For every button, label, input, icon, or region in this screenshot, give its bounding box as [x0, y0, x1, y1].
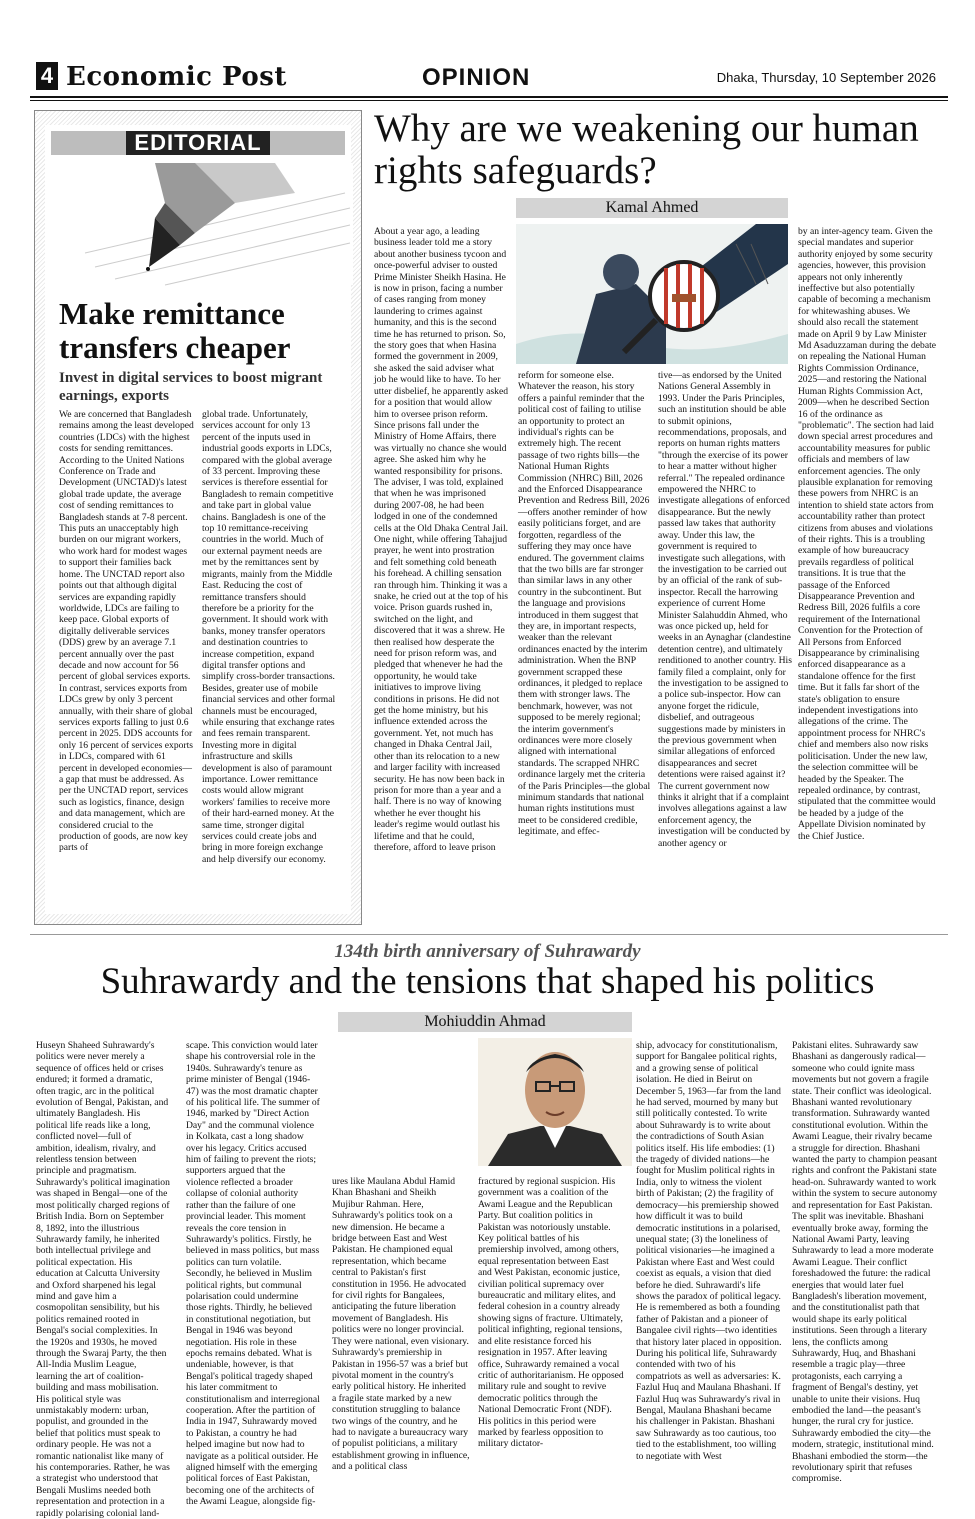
dateline: Dhaka, Thursday, 10 September 2026 [716, 70, 936, 85]
article-2-column-4: fractured by regional suspicion. His government was a coalition of the Awami League and the Republican Party. But coalition politics in Pakistan was notoriously unstable. Key political battles of his premiership involved, among others, equal representation between East and West Pakistan, economic justice, civilian political supremacy over bureaucratic and military elites, and federal cohesion in a country already showing signs of fracture. Ultimately, political infighting, regional tensions, and elite resistance forced his resignation in 1957. After leaving office, Suhrawardy remained a vocal critic of authoritarianism. He opposed military rule and sought to revive democratic politics through the National Democratic Front (NDF). His politics in this period were marked by fearless opposition to military dictator- [478, 1176, 624, 1450]
prison-chair-illustration [516, 224, 788, 364]
editorial-subhead: Invest in digital services to boost migrant earnings, exports [59, 370, 323, 404]
masthead-rule [30, 96, 948, 98]
suhrawardy-portrait [478, 1038, 632, 1166]
editorial-inner [45, 125, 351, 914]
editorial-headline: Make remittance transfers cheaper [59, 296, 291, 365]
editorial-column-1: We are concerned that Bangladesh remains among the least developed countries (LDCs) with the highest costs for sending remittances. According to the United Nations Conference on Trade and Development (UNCTAD)'s latest global trade update, the average cost of sending remittances to Bangladesh stands at 7-8 percent. This puts an unacceptably high burden on our migrant workers, who work hard for modest wages to support their families back home. The UNCTAD report also points out that although digital services are expanding rapidly worldwide, LDCs are failing to keep pace. Global exports of digitally deliverable services (DDS) grew by an average 7.1 percent annually over the past decade and now account for 56 percent of global services exports. In contrast, services exports from LDCs grew by only 3 percent annually, with their share of global services exports falling to just 0.6 percent in 2025. DDS accounts for only 16 percent of services exports in LDCs, compared with 61 percent in developed economies—a gap that must be addressed. As per the UNCTAD report, services such as logistics, finance, design and data management, which are considered crucial to the production of goods, are now key parts of [59, 409, 194, 854]
article-2-headline: Suhrawardy and the tensions that shaped his politics [100, 961, 875, 1002]
paper-name: Economic Post [66, 62, 287, 92]
article-2-column-6: Pakistani elites. Suhrawardy saw Bhashani as dangerously radical—someone who could ignite mass movements but not govern a fragile state. Their conflict was ideological. Bhashani wanted revolutionary transformation. Suhrawardy wanted constitutional evolution. Within the Awami League, their rivalry became a struggle for direction. Bhashani wanted the party to champion peasant rights and confront the Pakistani state head-on. Suhrawardy wanted to work within the system to secure autonomy and representation for East Pakistan. The split was inevitable. Bhashani eventually broke away, forming the National Awami Party, leaving Suhrawardy to lead a more moderate Awami League. Their conflict foreshadowed the future: the radical energies that would later fuel Bangladesh's liberation movement, and the constitutionalist path that would shape its early political institutions. Seen through a literary lens, the conflicts among Suhrawardy, Huq, and Bhashani resemble a tragic play—three protagonists, each carrying a fragment of Bengal's destiny, yet unable to unite their visions. Huq embodied the land—the peasant's hunger, the rural cry for justice. Suhrawardy embodied the city—the modern, strategic, institutional mind. Bhashani embodied the storm—the revolutionary spirit that refuses compromise. [792, 1040, 938, 1485]
page-number: 4 [36, 62, 58, 90]
article-1-column-2: reform for someone else. Whatever the reason, his story offers a painful reminder that the political cost of failing to utilise an opportunity to protect an individual's rights can be extremely high. The recent passage of two rights bills—the National Human Rights Commission (NHRC) Bill, 2026 and the Enforced Disappearance Prevention and Redress Bill, 2026—offers another reminder of how easily politicians forget, and are forgotten, regardless of the suffering they may once have endured. The government claims that the two bills are far stronger than similar laws in any other country in the subcontinent. But the language and provisions introduced in them suggest that they are, in important respects, weaker than the relevant ordinances enacted by the interim administration. When the BNP government scrapped these ordinances, it pledged to replace them with stronger laws. The benchmark, however, was not supposed to be merely regional; the interim government's ordinances were more closely aligned with international standards. The scrapped NHRC ordinance largely met the criteria of the Paris Principles—the global minimum standards that national human rights institutions must meet to be considered credible, legitimate, and effec- [518, 370, 651, 838]
article-2-column-3: ures like Maulana Abdul Hamid Khan Bhashani and Sheikh Mujibur Rahman. Here, Suhrawardy's politics took on a new dimension. He became a bridge between East and West Pakistan. He championed equal representation, which became central to Pakistan's first constitution in 1956. He advocated for civil rights for Bangalees, anticipating the future liberation movement of Bangladesh. His politics were no longer provincial. They were national, even visionary. Suhrawardy's premiership in Pakistan in 1956-57 was a brief but pivotal moment in the country's early political history. He inherited a fragile state marked by a new constitution struggling to balance two wings of the country, and he had to navigate a bureaucracy wary of populist politicians, a military establishment growing in influence, and a political class [332, 1176, 470, 1473]
article-2-byline: Mohiuddin Ahmad [338, 1012, 632, 1032]
article-2-column-2: scape. This conviction would later shape his controversial role in the 1940s. Suhrawardy's tenure as prime minister of Bengal (1946-47) was the most dramatic chapter of his political life. The summer of 1946, marked by "Direct Action Day" and the communal violence in Kolkata, cast a long shadow over his legacy. Critics accused him of failing to prevent the riots; supporters argued that the violence reflected a broader collapse of colonial authority rather than the failure of one provincial leader. This moment reveals the core tension in Suhrawardy's politics. Firstly, he believed in mass politics, but mass politics can turn volatile. Secondly, he believed in Muslim political rights, but communal polarisation could undermine those rights. Thirdly, he believed in constitutional negotiation, but Bengal in 1946 was beyond negotiation. His role in these epochs remains debated. What is undeniable, however, is that Bengal's political tragedy shaped his later commitment to constitutionalism and interregional cooperation. After the partition of India in 1947, Suhrawardy moved to Pakistan, a country he had helped imagine but now had to navigate as a political outsider. He aligned himself with the emerging political forces of East Pakistan, becoming one of the architects of the Awami League, alongside fig- [186, 1040, 320, 1508]
editorial-banner [51, 131, 345, 155]
section-divider [30, 934, 948, 935]
article-1-byline: Kamal Ahmed [516, 198, 788, 218]
article-1-column-3: tive—as endorsed by the United Nations General Assembly in 1993. Under the Paris Principles, such an institution should be able to submit opinions, recommendations, proposals, and reports on human rights matters "through the exercise of its power to hear a matter without higher referral." The repealed ordinance empowered the NHRC to investigate allegations of enforced disappearance. But the newly passed law takes that authority away. Under this law, the government is required to investigate such allegations, with the investigation to be carried out by an official of the rank of sub-inspector. Recall the harrowing experience of current Home Minister Salahuddin Ahmed, who was once picked up, held for weeks in an Aynaghar (clandestine detention centre), and ultimately renditioned to another country. His family filed a complaint, only for the investigation to be assigned to a police sub-inspector. How can anyone forget the ridicule, disbelief, and outrageous suggestions made by ministers in the previous government when similar allegations of enforced disappearances and secret detentions were raised against it? The current government now thinks it alright that if a complaint involves allegations against a law enforcement agency, the investigation will be conducted by another agency or [658, 370, 792, 849]
article-2-column-1: Huseyn Shaheed Suhrawardy's politics were never merely a sequence of offices held or crises endured; it formed a dramatic, often tragic, arc in the political evolution of Bengal, Pakistan, and ultimately Bangladesh. His political life reads like a long, conflicted novel—full of ambition, idealism, rivalry, and relentless tension between principle and pragmatism. Suhrawardy's political imagination was shaped in Bengal—one of the most politically charged regions of British India. Born on September 8, 1892, into the illustrious Suhrawardy family, he inherited both intellectual privilege and political expectation. His education at Calcutta University and Oxford sharpened his legal mind and gave him a cosmopolitan sensibility, but his politics remained rooted in Bengal's social complexities. In the 1920s and 1930s, he moved through the Swaraj Party, the then All-India Muslim League, learning the art of coalition-building and mass mobilisation. His political style was unmistakably modern: urban, populist, and grounded in the belief that politics must speak to ordinary people. He was not a romantic nationalist like many of his contemporaries. Rather, he was a strategist who understood that Bengali Muslims needed both representation and protection in a rapidly polarising colonial land- [36, 1040, 170, 1519]
article-2-column-5: ship, advocacy for constitutionalism, support for Bangalee political rights, and a growing sense of political isolation. He died in Beirut on December 5, 1963—far from the land he had served, mourned by many but still politically contested. To write about Suhrawardy is to write about the contradictions of South Asian politics itself. His life embodies: (1) the tragedy of divided nations—he fought for Muslim political rights in India, only to witness the violent birth of Pakistan; (2) the fragility of democracy—his premiership showed how difficult it was to build democratic institutions in a polarised, unequal state; (3) the loneliness of political visionaries—he imagined a Pakistan where East and West could coexist as equals, a vision that died before he died. Suhrawardi's life shows the paradox of political legacy. He is remembered as both a founding father of Pakistan and a pioneer of Bangalee civil rights—two identities that history later placed in opposition. During his political life, Suhrawardy contended with two of his compatriots as well as adversaries: K. Fazlul Huq and Maulana Bhashani. If Fazlul Huq was Suhrawardy's rival in Bengal, Maulana Bhashani became his challenger in Pakistan. Bhashani saw Suhrawardy as too cautious, too tied to the establishment, too willing to negotiate with West [636, 1040, 782, 1462]
masthead [30, 62, 948, 94]
article-1-headline: Why are we weakening our human rights safeguards? [374, 107, 919, 192]
masthead-rule-thin [30, 100, 948, 101]
editorial-column-2: global trade. Unfortunately, services account for only 13 percent of the inputs used in industrial goods exports in LDCs, compared with the global average of 33 percent. Improving these services is therefore essential for Bangladesh to remain competitive and take part in global value chains. Bangladesh is one of the top 10 remittance-receiving countries in the world. Much of our external payment needs are met by the remittances sent by migrants, mainly from the Middle East. Reducing the cost of remittance transfers should therefore be a priority for the government. It should work with banks, money transfer operators and destination countries to increase competition, expand digital transfer options and simplify cross-border transactions. Besides, greater use of mobile financial services and other formal channels must be encouraged, while ensuring that exchange rates and fees remain transparent. Investing more in digital infrastructure and skills development is also of paramount importance. Lower remittance costs would allow migrant workers' families to receive more of their hard-earned money. At the same time, stronger digital services could create jobs and bring in more foreign exchange and help diversify our economy. [202, 409, 336, 865]
section-title: OPINION [422, 64, 531, 91]
article-2-kicker: 134th birth anniversary of Suhrawardy [334, 941, 641, 962]
editorial-label: EDITORIAL [126, 131, 269, 155]
pen-writing-illustration [45, 163, 353, 285]
editorial-box [34, 110, 362, 925]
article-1-column-1: About a year ago, a leading business leader told me a story about another business tycoon and once-powerful adviser to ousted Prime Minister Sheikh Hasina. He is now in prison, facing a number of cases ranging from money laundering to crimes against humanity, and this is the second time he has returned to prison. So, the story goes that when Hasina formed the government in 2009, she asked the said adviser what job he would like to have. To her utter disbelief, he apparently asked for a position that would allow him to oversee prison reform. Since prisons fall under the Ministry of Home Affairs, there was virtually no chance she would agree. She asked him why he wanted responsibility for prisons. The adviser, I was told, explained that when he was imprisoned during 2007-08, he had been lodged in one of the condemned cells at the Old Dhaka Central Jail. One night, while offering Tahajjud prayer, he went into prostration and felt something cold beneath his forehead. A chilling sensation ran through him. Thinking it was a snake, he cried out at the top of his voice. Prison guards rushed in, switched on the light, and discovered that it was a shrew. He then realised how desperate the need for prison reform was, and pledged that whenever he had the opportunity, he would take initiatives to improve living conditions in prisons. He did not get the home ministry, but his influence extended across the government. Yet, not much has changed in Dhaka Central Jail, other than its relocation to a new and larger facility with increased security. He has now been back in prison for more than a year and a half. There is no way of knowing whether he ever thought his leader's regime would outlast his lifetime and that he could, therefore, afford to leave prison [374, 226, 509, 853]
article-1-column-4: by an inter-agency team. Given the special mandates and superior authority enjoyed by some security agencies, however, this provision appears not only inherently ineffective but also potentially capable of becoming a mechanism for whitewashing abuses. We should also recall the statement made on April 9 by Law Minister Md Asaduzzaman during the debate on repealing the National Human Rights Commission Ordinance, 2025—and restoring the National Human Rights Commission Act, 2009—when he described Section 16 of the ordinance as "problematic". The section had laid down special arrest procedures and accountability measures for public officials and members of law enforcement agencies. The only plausible explanation for removing these powers from NHRC is an intention to shield state actors from accountability rather than protect citizens from abuses and violations of their rights. This is a troubling example of how bureaucracy prevails regardless of political transitions. It is true that the passage of the Enforced Disappearance Prevention and Redress Bill, 2026 fulfils a core requirement of the International Convention for the Protection of All Persons from Enforced Disappearance by criminalising enforced disappearance as a standalone offence for the first time. But it falls far short of the state's obligation to ensure independent investigations into allegations of the crime. The appointment process for NHRC's chief and members also now risks politicisation. Under the new law, the selection committee will be headed by the Speaker. The repealed ordinance, by contrast, stipulated that the committee would be headed by a judge of the Appellate Division nominated by the Chief Justice. [798, 226, 936, 842]
